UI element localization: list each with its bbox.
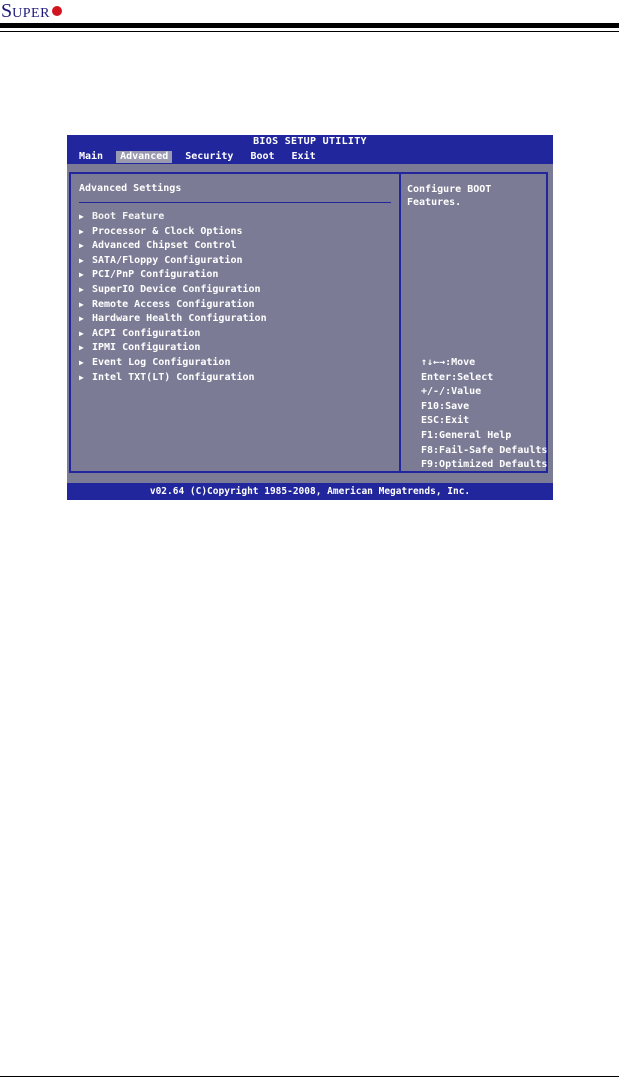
key-exit: ESC:Exit <box>421 415 470 427</box>
submenu-arrow-icon: ▶ <box>79 241 84 251</box>
menu-item-label: SATA/Floppy Configuration <box>92 254 243 266</box>
menu-item-label: IPMI Configuration <box>92 342 201 354</box>
bios-main-frame <box>69 172 548 473</box>
submenu-arrow-icon: ▶ <box>79 328 84 338</box>
menu-item-boot-feature[interactable] <box>79 210 267 225</box>
key-fail-safe: F8:Fail-Safe Defaults <box>421 444 548 456</box>
header-rule-thin <box>0 31 619 32</box>
key-select: Enter:Select <box>421 371 494 383</box>
bios-copyright-footer: v02.64 (C)Copyright 1985-2008, American Megatrends, Inc. <box>67 483 553 500</box>
submenu-arrow-icon: ▶ <box>79 284 84 294</box>
menu-item-ipmi[interactable] <box>79 341 267 356</box>
submenu-arrow-icon: ▶ <box>79 226 84 236</box>
menu-item-remote-access[interactable] <box>79 298 267 313</box>
menu-item-acpi[interactable] <box>79 327 267 342</box>
menu-tab-advanced[interactable]: Advanced <box>116 151 172 163</box>
key-move: ↑↓←→:Move <box>421 357 476 368</box>
menu-item-hardware-health[interactable] <box>79 312 267 327</box>
menu-item-label: Advanced Chipset Control <box>92 240 237 252</box>
menu-item-label: Hardware Health Configuration <box>92 313 267 325</box>
menu-item-label: Event Log Configuration <box>92 356 231 368</box>
menu-item-intel-txt[interactable] <box>79 371 267 386</box>
supermicro-logo <box>1 0 62 22</box>
menu-item-label: Boot Feature <box>92 211 165 222</box>
menu-item-label: Remote Access Configuration <box>92 298 255 310</box>
menu-item-label: PCI/PnP Configuration <box>92 269 219 281</box>
menu-item-processor-clock[interactable] <box>79 225 267 240</box>
menu-item-sata-floppy[interactable] <box>79 254 267 269</box>
submenu-arrow-icon: ▶ <box>79 270 84 280</box>
key-legend <box>421 356 547 473</box>
menu-item-label: SuperIO Device Configuration <box>92 283 261 295</box>
menu-item-pci-pnp[interactable] <box>79 268 267 283</box>
logo-initial: S <box>1 0 13 22</box>
bios-menu-bar <box>75 151 329 163</box>
submenu-arrow-icon: ▶ <box>79 357 84 367</box>
panel-divider <box>399 174 401 471</box>
panel-title-underline <box>79 202 391 203</box>
menu-item-chipset-control[interactable] <box>79 239 267 254</box>
help-text: Configure BOOT Features. <box>407 184 492 208</box>
menu-tab-security[interactable]: Security <box>185 151 234 162</box>
menu-item-event-log[interactable] <box>79 356 267 371</box>
footer-rule <box>0 1076 619 1077</box>
bios-screen <box>67 135 553 500</box>
header-rule-thick <box>0 23 619 28</box>
logo-text: UPER <box>12 6 50 21</box>
menu-item-superio[interactable] <box>79 283 267 298</box>
key-optimized: F9:Optimized Defaults <box>421 459 548 471</box>
submenu-arrow-icon: ▶ <box>79 212 84 221</box>
submenu-arrow-icon: ▶ <box>79 299 84 309</box>
submenu-arrow-icon: ▶ <box>79 372 84 382</box>
menu-tab-boot[interactable]: Boot <box>250 151 275 162</box>
key-save: F10:Save <box>421 400 470 412</box>
menu-item-label: Intel TXT(LT) Configuration <box>92 371 255 383</box>
key-value: +/-/:Value <box>421 386 482 398</box>
submenu-arrow-icon: ▶ <box>79 343 84 353</box>
menu-item-label: Processor & Clock Options <box>92 225 243 237</box>
bios-title: BIOS SETUP UTILITY <box>253 136 367 147</box>
menu-tab-exit[interactable]: Exit <box>291 151 316 162</box>
submenu-arrow-icon: ▶ <box>79 314 84 324</box>
menu-item-label: ACPI Configuration <box>92 327 201 339</box>
settings-list <box>79 210 267 385</box>
logo-dot-icon <box>52 6 62 16</box>
key-general-help: F1:General Help <box>421 429 512 441</box>
bios-top-bar <box>67 135 553 164</box>
submenu-arrow-icon: ▶ <box>79 255 84 265</box>
panel-title: Advanced Settings <box>79 183 182 194</box>
menu-tab-main[interactable]: Main <box>79 151 104 162</box>
